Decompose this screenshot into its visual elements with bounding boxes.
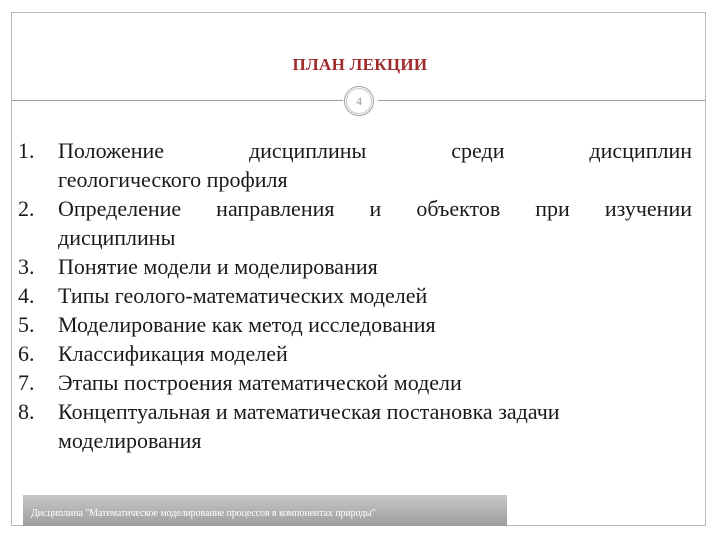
list-item-text: Этапы построения математической модели	[58, 370, 462, 395]
list-item-text: Типы геолого-математических моделей	[58, 283, 428, 308]
title-divider-left	[12, 100, 343, 101]
list-item	[0, 339, 692, 368]
list-item-text: Понятие модели и моделирования	[58, 254, 378, 279]
list-item-number: 4.	[18, 283, 35, 308]
list-item	[0, 252, 692, 281]
footer-bar	[23, 495, 507, 526]
list-item-number: 2.	[18, 196, 35, 221]
list-item-line: Положение дисциплины среди дисциплин	[58, 138, 692, 163]
page-number-badge	[344, 86, 374, 116]
list-item-number: 1.	[18, 138, 35, 163]
list-item	[0, 194, 692, 252]
footer-text: Дисциплина "Математическое моделирование процессов в компонентах природы"	[31, 508, 376, 519]
list-item-line: моделирования	[58, 428, 202, 453]
list-item-line: геологического профиля	[58, 167, 288, 192]
list-item	[0, 310, 692, 339]
list-item	[0, 368, 692, 397]
list-item-text	[58, 397, 692, 455]
list-item-number: 5.	[18, 312, 35, 337]
list-item	[0, 281, 692, 310]
title-divider-right	[378, 100, 705, 101]
list-item-line: Концептуальная и математическая постановка задачи	[58, 399, 560, 424]
list-item-text: Классификация моделей	[58, 341, 288, 366]
page-number: 4	[346, 88, 372, 114]
list-item	[0, 136, 692, 194]
list-item-text: Моделирование как метод исследования	[58, 312, 436, 337]
list-item-number: 7.	[18, 370, 35, 395]
list-item-line: дисциплины	[58, 225, 176, 250]
list-item-number: 6.	[18, 341, 35, 366]
slide-title: ПЛАН ЛЕКЦИИ	[292, 55, 428, 74]
list-item	[0, 397, 692, 455]
list-item-text	[58, 194, 692, 252]
list-item-line: Определение направления и объектов при изучении	[58, 196, 692, 221]
list-item-number: 3.	[18, 254, 35, 279]
list-item-text	[58, 136, 692, 194]
agenda-list	[0, 136, 692, 455]
list-item-number: 8.	[18, 399, 35, 424]
